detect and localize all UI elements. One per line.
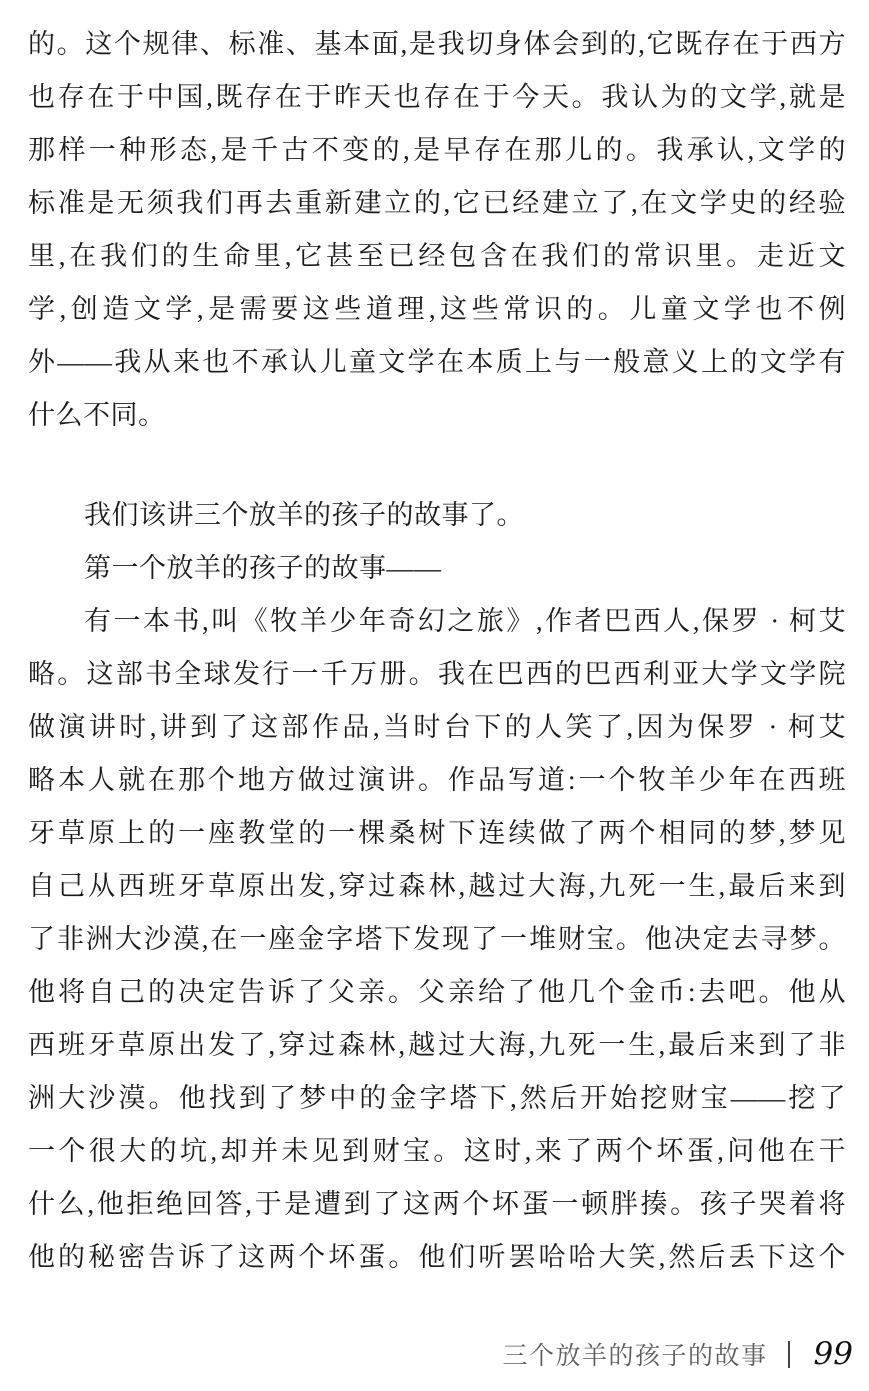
text-line: 标准是无须我们再去重新建立的,它已经建立了,在文学史的经验 bbox=[28, 188, 846, 218]
text-line: 做演讲时,讲到了这部作品,当时台下的人笑了,因为保罗 · 柯艾 bbox=[28, 712, 846, 742]
page-body bbox=[28, 18, 846, 1284]
text-line: 我们该讲三个放羊的孩子的故事了。 bbox=[84, 500, 524, 530]
text-line: 里,在我们的生命里,它甚至已经包含在我们的常识里。走近文 bbox=[28, 241, 846, 271]
text-line: 他将自己的决定告诉了父亲。父亲给了他几个金币:去吧。他从 bbox=[28, 977, 846, 1007]
footer-divider-bar bbox=[788, 1341, 790, 1368]
text-line: 什么,他拒绝回答,于是遭到了这两个坏蛋一顿胖揍。孩子哭着将 bbox=[28, 1189, 846, 1219]
page-footer bbox=[503, 1337, 853, 1371]
text-line: 他的秘密告诉了这两个坏蛋。他们听罢哈哈大笑,然后丢下这个 bbox=[28, 1242, 846, 1272]
text-line: 的。这个规律、标准、基本面,是我切身体会到的,它既存在于西方 bbox=[28, 29, 846, 59]
text-line: 第一个放羊的孩子的故事—— bbox=[84, 553, 442, 583]
text-line: 洲大沙漠。他找到了梦中的金字塔下,然后开始挖财宝——挖了 bbox=[28, 1083, 846, 1113]
text-line: 也存在于中国,既存在于昨天也存在于今天。我认为的文学,就是 bbox=[28, 82, 846, 112]
text-line: 了非洲大沙漠,在一座金字塔下发现了一堆财宝。他决定去寻梦。 bbox=[28, 924, 846, 954]
running-chapter-title: 三个放羊的孩子的故事 bbox=[502, 1343, 768, 1370]
text-line: 那样一种形态,是千古不变的,是早存在那儿的。我承认,文学的 bbox=[28, 135, 846, 165]
text-line: 一个很大的坑,却并未见到财宝。这时,来了两个坏蛋,问他在干 bbox=[28, 1136, 846, 1166]
page-number: 99 bbox=[813, 1336, 853, 1372]
text-line: 略。这部书全球发行一千万册。我在巴西的巴西利亚大学文学院 bbox=[28, 659, 846, 689]
text-line: 外——我从来也不承认儿童文学在本质上与一般意义上的文学有 bbox=[28, 347, 846, 377]
text-line: 自己从西班牙草原出发,穿过森林,越过大海,九死一生,最后来到 bbox=[28, 871, 846, 901]
text-line: 什么不同。 bbox=[28, 400, 166, 430]
text-line: 学,创造文学,是需要这些道理,这些常识的。儿童文学也不例 bbox=[28, 294, 846, 324]
text-line: 有一本书,叫《牧羊少年奇幻之旅》,作者巴西人,保罗 · 柯艾 bbox=[84, 606, 846, 636]
text-line: 牙草原上的一座教堂的一棵桑树下连续做了两个相同的梦,梦见 bbox=[28, 818, 846, 848]
text-line: 西班牙草原出发了,穿过森林,越过大海,九死一生,最后来到了非 bbox=[28, 1030, 846, 1060]
text-line: 略本人就在那个地方做过演讲。作品写道:一个牧羊少年在西班 bbox=[28, 765, 846, 795]
